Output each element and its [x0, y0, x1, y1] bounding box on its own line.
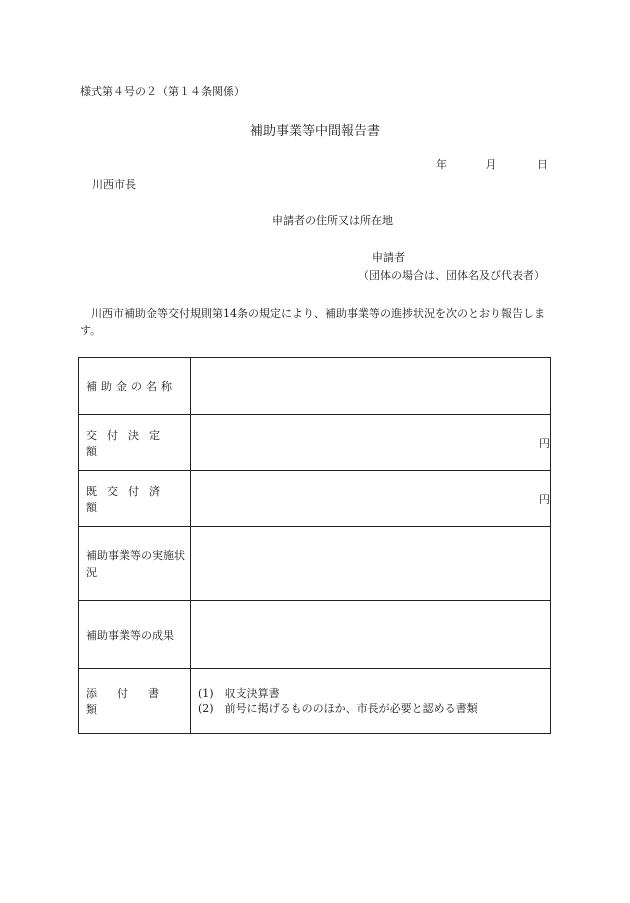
label-implementation-status: 補助事業等の実施状況	[79, 527, 191, 601]
body-text: 川西市補助金等交付規則第14条の規定により、補助事業等の進捗状況を次のとおり報告します。	[80, 307, 545, 337]
value-implementation-status[interactable]	[191, 527, 551, 601]
table-row-attachments	[79, 669, 551, 734]
applicant-address-label: 申請者の住所又は所在地	[272, 214, 393, 227]
date-day: 日	[537, 158, 548, 171]
date-line	[436, 156, 548, 172]
applicant-label: 申請者	[372, 251, 405, 264]
yen-unit: 円	[539, 492, 550, 506]
attachment-item: (1) 収支決算書	[198, 687, 280, 700]
table-row-grant-decision	[79, 415, 551, 471]
value-grant-decision-amount[interactable]	[191, 415, 551, 471]
value-results[interactable]	[191, 601, 551, 669]
table-row-results	[79, 601, 551, 669]
value-subsidy-name[interactable]	[191, 358, 551, 415]
table-row-implementation-status	[79, 527, 551, 601]
label-already-granted-amount: 既交付済額	[79, 471, 191, 527]
date-year: 年	[436, 158, 447, 171]
yen-unit: 円	[539, 436, 550, 450]
value-already-granted-amount[interactable]	[191, 471, 551, 527]
report-table	[78, 357, 551, 734]
form-number: 様式第４号の２（第１４条関係）	[80, 85, 245, 98]
addressee: 川西市長	[92, 178, 136, 191]
label-attachments: 添付書類	[79, 669, 191, 734]
date-month: 月	[485, 158, 497, 171]
applicant-note: （団体の場合は、団体名及び代表者）	[358, 269, 545, 282]
table-row-already-granted	[79, 471, 551, 527]
table-row-subsidy-name	[79, 358, 551, 415]
attachment-item: (2) 前号に掲げるもののほか、市長が必要と認める書類	[198, 702, 478, 715]
document-title: 補助事業等中間報告書	[249, 124, 380, 139]
value-attachments	[191, 669, 551, 734]
label-subsidy-name: 補助金の名称	[79, 358, 191, 415]
label-results: 補助事業等の成果	[79, 601, 191, 669]
label-grant-decision-amount: 交付決定額	[79, 415, 191, 471]
